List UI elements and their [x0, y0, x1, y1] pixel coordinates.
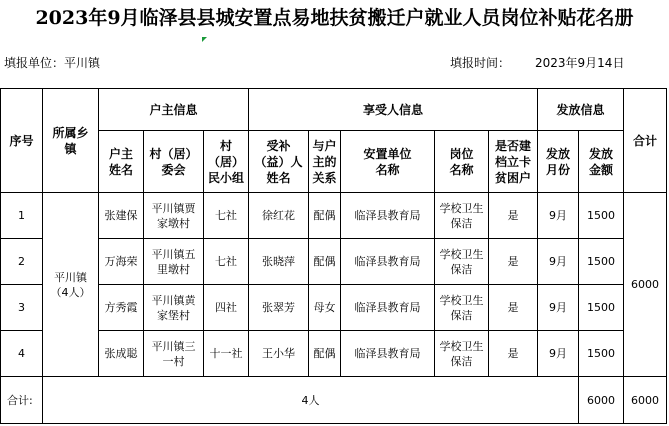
filler-unit	[4, 54, 100, 71]
table-row	[1, 331, 667, 377]
cell-recipient: 王小华	[249, 331, 309, 377]
header-beneficiary-group: 享受人信息	[249, 89, 538, 131]
header-householder: 户主姓名	[99, 131, 144, 193]
cell-poor: 是	[489, 239, 538, 285]
header-amount: 发放金额	[579, 131, 624, 193]
table-row	[1, 239, 667, 285]
cell-group: 十一社	[204, 331, 249, 377]
cell-comment-marker	[202, 37, 207, 42]
cell-poor: 是	[489, 193, 538, 239]
total-label: 合计:	[1, 377, 43, 424]
cell-amount: 1500	[579, 193, 624, 239]
cell-relation: 配偶	[309, 331, 341, 377]
cell-recipient: 张翠芳	[249, 285, 309, 331]
cell-town: 平川镇（4人）	[43, 193, 99, 377]
cell-employer: 临泽县教育局	[341, 331, 435, 377]
cell-village: 平川镇黄家堡村	[144, 285, 204, 331]
total-amount: 6000	[579, 377, 624, 424]
header-group: 村（居）民小组	[204, 131, 249, 193]
cell-post: 学校卫生保洁	[435, 331, 489, 377]
cell-group: 七社	[204, 239, 249, 285]
header-total: 合计	[624, 89, 667, 193]
header-household-group: 户主信息	[99, 89, 249, 131]
cell-poor: 是	[489, 285, 538, 331]
cell-month: 9月	[538, 285, 579, 331]
header-village: 村（居）委会	[144, 131, 204, 193]
cell-amount: 1500	[579, 239, 624, 285]
roster-table	[0, 88, 667, 424]
cell-village: 平川镇三一村	[144, 331, 204, 377]
cell-amount: 1500	[579, 285, 624, 331]
cell-village: 平川镇五里墩村	[144, 239, 204, 285]
cell-householder: 张建保	[99, 193, 144, 239]
cell-householder: 张成聪	[99, 331, 144, 377]
cell-post: 学校卫生保洁	[435, 239, 489, 285]
table-row	[1, 193, 667, 239]
filler-value: 平川镇	[64, 56, 101, 70]
header-post: 岗位名称	[435, 131, 489, 193]
table-row	[1, 285, 667, 331]
cell-group: 四社	[204, 285, 249, 331]
cell-relation: 配偶	[309, 239, 341, 285]
date-label: 填报时间：	[450, 56, 511, 70]
cell-month: 9月	[538, 331, 579, 377]
cell-month: 9月	[538, 239, 579, 285]
cell-employer: 临泽县教育局	[341, 239, 435, 285]
cell-relation: 配偶	[309, 193, 341, 239]
header-town: 所属乡镇	[43, 89, 99, 193]
cell-relation: 母女	[309, 285, 341, 331]
fill-date-value: 2023年9月14日	[535, 56, 625, 70]
cell-amount: 1500	[579, 331, 624, 377]
cell-seq: 4	[1, 331, 43, 377]
cell-seq: 1	[1, 193, 43, 239]
header-recipient: 受补（益）人姓名	[249, 131, 309, 193]
cell-group: 七社	[204, 193, 249, 239]
cell-householder: 方秀霞	[99, 285, 144, 331]
header-poor: 是否建档立卡贫困户	[489, 131, 538, 193]
fill-date	[450, 54, 510, 71]
cell-month: 9月	[538, 193, 579, 239]
grand-total: 6000	[624, 377, 667, 424]
cell-post: 学校卫生保洁	[435, 193, 489, 239]
cell-employer: 临泽县教育局	[341, 285, 435, 331]
header-payment-group: 发放信息	[538, 89, 624, 131]
header-relation: 与户主的关系	[309, 131, 341, 193]
cell-poor: 是	[489, 331, 538, 377]
cell-village: 平川镇贾家墩村	[144, 193, 204, 239]
total-count: 4人	[43, 377, 579, 424]
cell-seq: 2	[1, 239, 43, 285]
cell-post: 学校卫生保洁	[435, 285, 489, 331]
header-seq: 序号	[1, 89, 43, 193]
header-month: 发放月份	[538, 131, 579, 193]
cell-employer: 临泽县教育局	[341, 193, 435, 239]
filler-label: 填报单位：	[4, 56, 65, 70]
cell-recipient: 张晓萍	[249, 239, 309, 285]
cell-householder: 万海荣	[99, 239, 144, 285]
cell-recipient: 徐红花	[249, 193, 309, 239]
cell-total: 6000	[624, 193, 667, 377]
total-row	[1, 377, 667, 424]
page-title: 2023年9月临泽县县城安置点易地扶贫搬迁户就业人员岗位补贴花名册	[35, 7, 634, 29]
header-employer: 安置单位名称	[341, 131, 435, 193]
cell-seq: 3	[1, 285, 43, 331]
